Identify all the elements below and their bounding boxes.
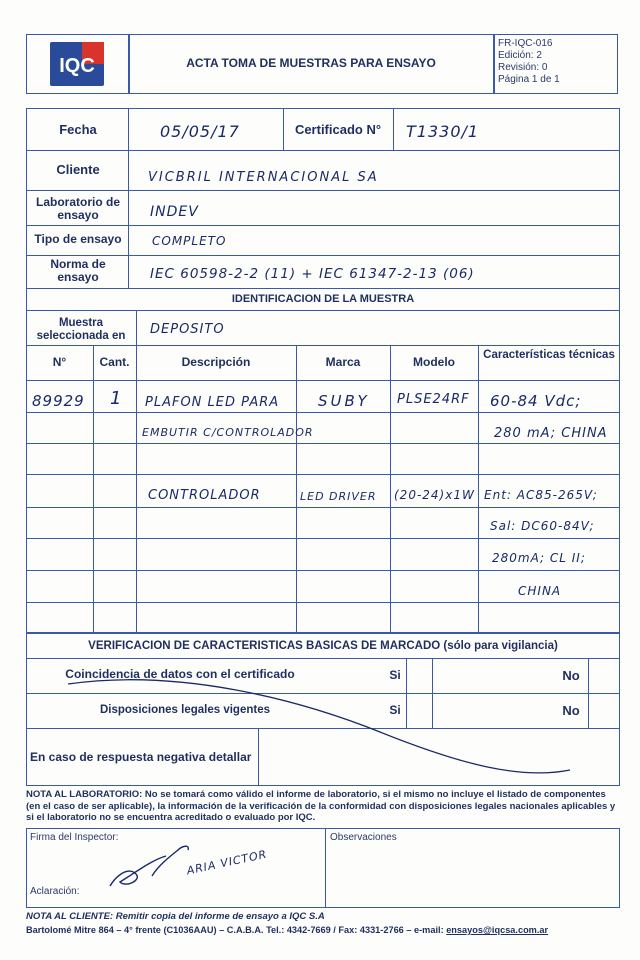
row-desc[interactable]: EMBUTIR C/CONTROLADOR xyxy=(142,426,314,439)
disposiciones-si[interactable]: Si xyxy=(389,703,401,717)
coincidencia-label: Coincidencia de datos con el certificado xyxy=(65,667,295,681)
row-carac[interactable]: 280mA; CL II; xyxy=(492,551,586,565)
row-carac[interactable]: Ent: AC85-265V; xyxy=(484,488,598,502)
norma-label: Norma de ensayo xyxy=(50,257,106,284)
form-title: ACTA TOMA DE MUESTRAS PARA ENSAYO xyxy=(186,56,436,70)
row-desc[interactable]: PLAFON LED PARA xyxy=(145,395,280,410)
row-n[interactable]: 89929 xyxy=(32,392,85,410)
row-cant[interactable]: 1 xyxy=(110,388,123,409)
aclaracion-value[interactable]: ARIA VICTOR xyxy=(185,847,269,878)
cliente-label: Cliente xyxy=(56,162,100,177)
coincidencia-no[interactable]: No xyxy=(562,668,580,683)
seleccionada-value[interactable]: DEPOSITO xyxy=(150,322,225,337)
form-page: Página 1 de 1 xyxy=(498,74,560,85)
aclaracion-label: Aclaración: xyxy=(30,886,80,897)
row-desc[interactable]: CONTROLADOR xyxy=(148,488,261,503)
col-descripcion: Descripción xyxy=(181,355,251,369)
form-revision: Revisión: 0 xyxy=(498,62,548,73)
certificado-value[interactable]: T1330/1 xyxy=(406,122,480,141)
cliente-value[interactable]: VICBRIL INTERNACIONAL SA xyxy=(148,170,379,185)
laboratorio-label: Laboratorio de ensayo xyxy=(35,195,120,222)
seleccionada-label: Muestra seleccionada en xyxy=(36,317,126,342)
footer-address xyxy=(26,925,620,937)
row-marca[interactable]: SUBY xyxy=(318,392,370,410)
row-carac[interactable]: 280 mA; CHINA xyxy=(494,426,608,441)
col-n: N° xyxy=(52,355,67,369)
row-marca[interactable]: LED DRIVER xyxy=(300,490,377,503)
row-modelo[interactable]: PLSE24RF xyxy=(397,392,470,407)
negativa-label: En caso de respuesta negativa detallar xyxy=(30,750,252,764)
tipo-label: Tipo de ensayo xyxy=(34,232,122,246)
nota-laboratorio xyxy=(26,789,620,824)
nota-laboratorio-text: No se tomará como válido el informe de laboratorio, si el mismo no incluye el listado de componentes (en el caso de ser aplicable), la información de la verificación de la conformidad con disposiciones legales nacionales aplicables y si el laboratorio no se encuentra acreditado o evaluado por IQC. xyxy=(26,789,616,823)
laboratorio-value[interactable]: INDEV xyxy=(150,204,199,220)
col-marca: Marca xyxy=(325,355,361,369)
col-modelo: Modelo xyxy=(413,355,455,369)
iqc-logo xyxy=(48,40,106,88)
footer-email[interactable]: ensayos@iqcsa.com.ar xyxy=(446,925,549,935)
form-code xyxy=(498,38,560,86)
certificado-label: Certificado N° xyxy=(294,122,382,137)
firma-inspector-label: Firma del Inspector: xyxy=(30,832,119,843)
form-code-number: FR-IQC-016 xyxy=(498,38,553,49)
row-carac[interactable]: Sal: DC60-84V; xyxy=(490,519,595,533)
logo-text: IQC xyxy=(59,55,95,77)
verificacion-title: VERIFICACION DE CARACTERISTICAS BASICAS DE MARCADO (sólo para vigilancia) xyxy=(88,640,558,652)
nota-laboratorio-prefix: NOTA AL LABORATORIO: xyxy=(26,789,143,800)
row-modelo[interactable]: (20-24)x1W xyxy=(394,488,475,502)
fecha-label: Fecha xyxy=(59,122,97,137)
coincidencia-si[interactable]: Si xyxy=(389,668,401,682)
form-edition: Edición: 2 xyxy=(498,50,542,61)
fecha-value[interactable]: 05/05/17 xyxy=(160,122,240,141)
norma-value[interactable]: IEC 60598-2-2 (11) + IEC 61347-2-13 (06) xyxy=(150,266,475,282)
row-carac[interactable]: 60-84 Vdc; xyxy=(490,392,582,410)
col-cant: Cant. xyxy=(99,355,130,369)
footer-address-text: Bartolomé Mitre 864 – 4° frente (C1036AAU) – C.A.B.A. Tel.: 4342-7669 / Fax: 4331-2766 – e-mail: xyxy=(26,925,447,935)
tipo-value[interactable]: COMPLETO xyxy=(152,234,227,248)
col-caracteristicas: Características técnicas xyxy=(483,349,615,361)
disposiciones-label: Disposiciones legales vigentes xyxy=(99,704,270,716)
nota-cliente: NOTA AL CLIENTE: Remitir copia del informe de ensayo a IQC S.A xyxy=(26,911,325,922)
disposiciones-no[interactable]: No xyxy=(562,703,580,718)
muestra-section-title: IDENTIFICACION DE LA MUESTRA xyxy=(231,293,415,305)
row-carac[interactable]: CHINA xyxy=(518,584,562,598)
observaciones-label: Observaciones xyxy=(330,832,397,843)
